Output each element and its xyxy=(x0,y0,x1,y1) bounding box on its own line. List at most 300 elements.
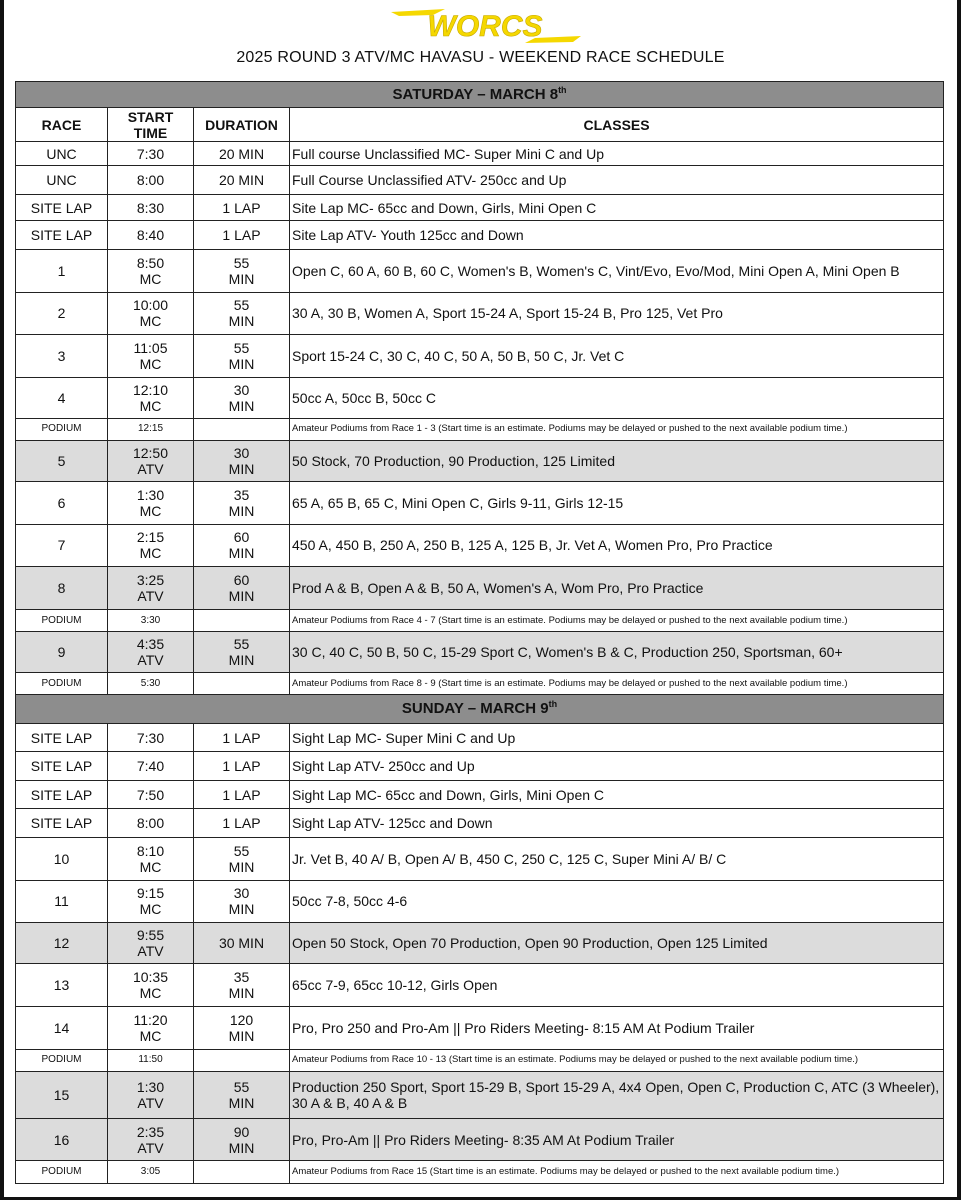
podium-row xyxy=(16,418,944,440)
duration-cell xyxy=(194,418,290,440)
duration-unit: MIN xyxy=(228,313,255,330)
race-number: 4 xyxy=(57,389,66,406)
start-time-cell xyxy=(108,1049,194,1071)
race-number: SITE LAP xyxy=(30,227,93,244)
race-column-header: RACE xyxy=(16,108,108,142)
duration-cell xyxy=(194,923,290,964)
classes-text: Sight Lap ATV- 250cc and Up xyxy=(292,758,475,775)
classes-text: 65cc 7-9, 65cc 10-12, Girls Open xyxy=(292,976,498,993)
race-number: SITE LAP xyxy=(30,815,93,832)
duration-value: 55 xyxy=(233,842,250,859)
podium-row xyxy=(16,1161,944,1184)
duration-cell xyxy=(194,673,290,695)
classes-cell xyxy=(290,142,944,166)
race-row xyxy=(16,221,944,249)
classes-cell xyxy=(290,923,944,964)
vehicle-type: ATV xyxy=(137,588,164,605)
classes-text: 50cc A, 50cc B, 50cc C xyxy=(292,389,436,406)
race-cell xyxy=(16,880,108,923)
start-time: 12:15 xyxy=(137,423,164,435)
duration-unit: MIN xyxy=(228,1139,255,1156)
duration-value: 30 xyxy=(233,444,250,461)
race-cell xyxy=(16,1118,108,1161)
classes-cell xyxy=(290,194,944,220)
race-row xyxy=(16,1006,944,1049)
race-cell xyxy=(16,249,108,292)
classes-text: Site Lap ATV- Youth 125cc and Down xyxy=(292,227,524,244)
vehicle-type: MC xyxy=(139,397,162,414)
duration-unit: MIN xyxy=(228,1094,255,1111)
start-time-cell xyxy=(108,752,194,780)
race-cell xyxy=(16,964,108,1007)
race-row xyxy=(16,249,944,292)
vehicle-type: ATV xyxy=(137,652,164,669)
start-time-cell xyxy=(108,441,194,482)
start-time: 7:30 xyxy=(136,145,165,162)
duration-cell xyxy=(194,524,290,567)
classes-text: Full course Unclassified MC- Super Mini C and Up xyxy=(292,145,604,162)
duration-value: 30 MIN xyxy=(218,935,265,952)
duration-cell xyxy=(194,780,290,808)
classes-cell xyxy=(290,335,944,378)
duration-value: 60 xyxy=(233,572,250,589)
race-number: 10 xyxy=(53,850,70,867)
start-time-cell xyxy=(108,610,194,632)
start-time: 8:50 xyxy=(136,254,165,271)
start-time: 8:40 xyxy=(136,227,165,244)
duration-value: 1 LAP xyxy=(222,786,261,803)
race-cell xyxy=(16,418,108,440)
race-cell xyxy=(16,673,108,695)
start-time-cell xyxy=(108,221,194,249)
start-time-cell xyxy=(108,723,194,751)
race-number: 11 xyxy=(54,893,69,910)
race-number: UNC xyxy=(46,172,77,189)
race-number: PODIUM xyxy=(41,677,82,689)
start-time-cell xyxy=(108,964,194,1007)
podium-row xyxy=(16,1049,944,1071)
race-number: 8 xyxy=(57,580,66,597)
classes-cell xyxy=(290,567,944,610)
race-cell xyxy=(16,723,108,751)
start-time-cell xyxy=(108,292,194,335)
duration-value: 1 LAP xyxy=(222,758,261,775)
duration-cell xyxy=(194,1006,290,1049)
classes-cell xyxy=(290,1071,944,1118)
classes-text: Production 250 Sport, Sport 15-29 B, Sport 15-29 A, 4x4 Open, Open C, Production C, ATC (3 Wheeler), 30 A & B, 40 A & B xyxy=(292,1078,940,1111)
duration-unit: MIN xyxy=(228,1027,255,1044)
start-time: 3:25 xyxy=(136,572,165,589)
start-time: 1:30 xyxy=(136,1078,165,1095)
classes-text: Amateur Podiums from Race 15 (Start time is an estimate. Podiums may be delayed or pushed to the next available podium time.) xyxy=(292,1166,840,1178)
start-time: 2:35 xyxy=(136,1123,165,1140)
classes-cell xyxy=(290,880,944,923)
classes-text: Prod A & B, Open A & B, 50 A, Women's A, Wom Pro, Pro Practice xyxy=(292,580,704,597)
start-time-cell xyxy=(108,142,194,166)
race-number: 7 xyxy=(57,537,66,554)
start-time-cell xyxy=(108,1006,194,1049)
duration-cell xyxy=(194,221,290,249)
race-row xyxy=(16,166,944,194)
vehicle-type: ATV xyxy=(137,1139,164,1156)
start-time: 3:05 xyxy=(140,1166,161,1178)
duration-value: 55 xyxy=(233,297,250,314)
duration-cell xyxy=(194,194,290,220)
duration-unit: MIN xyxy=(228,545,255,562)
vehicle-type: ATV xyxy=(137,1094,164,1111)
start-time: 5:30 xyxy=(140,677,161,689)
start-time-cell xyxy=(108,673,194,695)
start-time: 12:10 xyxy=(132,381,169,398)
race-number: PODIUM xyxy=(41,1166,82,1178)
race-number: 6 xyxy=(57,494,66,511)
duration-value: 120 xyxy=(229,1011,254,1028)
start-time-cell xyxy=(108,567,194,610)
duration-unit: MIN xyxy=(228,460,255,477)
race-cell xyxy=(16,292,108,335)
duration-cell xyxy=(194,752,290,780)
race-number: UNC xyxy=(46,145,77,162)
race-number: 12 xyxy=(53,935,70,952)
duration-cell xyxy=(194,249,290,292)
start-time: 7:50 xyxy=(136,786,165,803)
classes-text: Amateur Podiums from Race 10 - 13 (Start time is an estimate. Podiums may be delayed or pushed to the next available podium time.) xyxy=(292,1054,859,1066)
classes-cell xyxy=(290,964,944,1007)
start-time: 8:00 xyxy=(136,172,165,189)
duration-value: 1 LAP xyxy=(222,199,261,216)
classes-text: Pro, Pro-Am || Pro Riders Meeting- 8:35 AM At Podium Trailer xyxy=(292,1131,675,1148)
duration-cell xyxy=(194,837,290,880)
race-cell xyxy=(16,923,108,964)
duration-unit: MIN xyxy=(228,984,255,1001)
classes-cell xyxy=(290,481,944,524)
start-time-cell xyxy=(108,249,194,292)
duration-unit: MIN xyxy=(228,502,255,519)
classes-cell xyxy=(290,723,944,751)
duration-value: 60 xyxy=(233,529,250,546)
start-time-cell xyxy=(108,632,194,673)
duration-value: 35 xyxy=(233,968,250,985)
classes-text: Sight Lap MC- 65cc and Down, Girls, Mini Open C xyxy=(292,786,605,803)
page-border-left xyxy=(0,0,4,1200)
race-row xyxy=(16,194,944,220)
race-number: SITE LAP xyxy=(30,786,93,803)
duration-unit: MIN xyxy=(228,588,255,605)
race-cell xyxy=(16,166,108,194)
race-row xyxy=(16,809,944,837)
race-cell xyxy=(16,780,108,808)
start-time-cell xyxy=(108,166,194,194)
race-row xyxy=(16,1071,944,1118)
start-time: 9:15 xyxy=(136,885,165,902)
classes-cell xyxy=(290,221,944,249)
duration-cell xyxy=(194,166,290,194)
start-time: 7:40 xyxy=(136,758,165,775)
race-number: 3 xyxy=(57,348,66,365)
duration-cell xyxy=(194,142,290,166)
classes-text: 30 C, 40 C, 50 B, 50 C, 15-29 Sport C, Women's B & C, Production 250, Sportsman, 60+ xyxy=(292,644,843,661)
race-number: 15 xyxy=(53,1086,70,1103)
classes-cell xyxy=(290,1118,944,1161)
race-number: 5 xyxy=(57,452,66,469)
classes-text: Amateur Podiums from Race 4 - 7 (Start time is an estimate. Podiums may be delayed or pushed to the next available podium time.) xyxy=(292,614,848,626)
race-number: 13 xyxy=(53,976,70,993)
duration-cell xyxy=(194,1161,290,1184)
race-number: 16 xyxy=(53,1131,70,1148)
race-number: 1 xyxy=(57,262,66,279)
vehicle-type: MC xyxy=(139,901,162,918)
duration-cell xyxy=(194,880,290,923)
start-time: 4:35 xyxy=(136,636,165,653)
classes-column-header: CLASSES xyxy=(290,108,944,142)
duration-value: 20 MIN xyxy=(218,172,265,189)
vehicle-type: MC xyxy=(139,356,162,373)
race-cell xyxy=(16,809,108,837)
race-cell xyxy=(16,837,108,880)
start-time: 10:35 xyxy=(132,968,169,985)
race-number: 2 xyxy=(57,305,66,322)
classes-text: Open C, 60 A, 60 B, 60 C, Women's B, Women's C, Vint/Evo, Evo/Mod, Mini Open A, Mini Open B xyxy=(292,262,900,279)
start-time: 11:20 xyxy=(133,1011,168,1028)
schedule-body xyxy=(16,82,944,1184)
classes-text: Sight Lap ATV- 125cc and Down xyxy=(292,815,493,832)
duration-cell xyxy=(194,1071,290,1118)
day-label-text: SATURDAY – MARCH 8 xyxy=(392,85,559,103)
race-row xyxy=(16,441,944,482)
race-row xyxy=(16,964,944,1007)
start-time-cell xyxy=(108,335,194,378)
classes-cell xyxy=(290,292,944,335)
vehicle-type: ATV xyxy=(137,943,164,960)
schedule-title: 2025 ROUND 3 ATV/MC HAVASU - WEEKEND RACE SCHEDULE xyxy=(236,49,725,66)
duration-value: 20 MIN xyxy=(218,145,265,162)
duration-value: 1 LAP xyxy=(222,815,261,832)
start-time: 8:10 xyxy=(136,842,165,859)
race-cell xyxy=(16,1161,108,1184)
day-header-row xyxy=(16,82,944,108)
vehicle-type: MC xyxy=(139,502,162,519)
start-time-column-header: START TIME xyxy=(108,108,194,142)
race-cell xyxy=(16,1071,108,1118)
race-number: SITE LAP xyxy=(30,199,93,216)
duration-cell xyxy=(194,610,290,632)
duration-cell xyxy=(194,481,290,524)
race-cell xyxy=(16,752,108,780)
classes-cell xyxy=(290,837,944,880)
day-label-suffix: th xyxy=(558,84,567,95)
duration-value: 55 xyxy=(233,340,250,357)
vehicle-type: MC xyxy=(139,545,162,562)
start-time-cell xyxy=(108,194,194,220)
start-time-cell xyxy=(108,1118,194,1161)
vehicle-type: ATV xyxy=(137,460,164,477)
race-row xyxy=(16,142,944,166)
race-number: 14 xyxy=(53,1019,70,1036)
race-cell xyxy=(16,610,108,632)
start-time: 11:50 xyxy=(138,1054,163,1066)
classes-text: Pro, Pro 250 and Pro-Am || Pro Riders Meeting- 8:15 AM At Podium Trailer xyxy=(292,1019,755,1036)
duration-unit: MIN xyxy=(228,270,255,287)
race-row xyxy=(16,1118,944,1161)
race-number: PODIUM xyxy=(41,1054,82,1066)
race-cell xyxy=(16,1006,108,1049)
start-time-cell xyxy=(108,780,194,808)
classes-cell xyxy=(290,752,944,780)
start-time-cell xyxy=(108,481,194,524)
page-border-right xyxy=(957,0,961,1200)
start-time: 12:50 xyxy=(132,444,169,461)
classes-cell xyxy=(290,1049,944,1071)
podium-row xyxy=(16,673,944,695)
duration-cell xyxy=(194,335,290,378)
classes-cell xyxy=(290,166,944,194)
classes-cell xyxy=(290,1006,944,1049)
classes-cell xyxy=(290,1161,944,1184)
race-row xyxy=(16,780,944,808)
classes-text: Amateur Podiums from Race 1 - 3 (Start time is an estimate. Podiums may be delayed or pushed to the next available podium time.) xyxy=(292,423,848,435)
duration-value: 55 xyxy=(233,1078,250,1095)
start-time: 9:55 xyxy=(136,927,165,944)
day-label-suffix: th xyxy=(548,699,558,710)
classes-cell xyxy=(290,809,944,837)
duration-unit: MIN xyxy=(228,901,255,918)
classes-text: 50 Stock, 70 Production, 90 Production, 125 Limited xyxy=(292,452,615,469)
start-time: 10:00 xyxy=(132,297,169,314)
duration-value: 1 LAP xyxy=(222,227,261,244)
start-time: 7:30 xyxy=(136,729,165,746)
classes-text: 65 A, 65 B, 65 C, Mini Open C, Girls 9-11, Girls 12-15 xyxy=(292,494,624,511)
start-time-cell xyxy=(108,418,194,440)
classes-text: 50cc 7-8, 50cc 4-6 xyxy=(292,893,408,910)
classes-cell xyxy=(290,524,944,567)
start-time: 3:30 xyxy=(140,614,161,626)
race-row xyxy=(16,335,944,378)
vehicle-type: MC xyxy=(139,858,162,875)
classes-cell xyxy=(290,418,944,440)
race-number: 9 xyxy=(57,644,66,661)
race-number: PODIUM xyxy=(41,423,82,435)
worcs-logo xyxy=(385,6,585,46)
race-cell xyxy=(16,524,108,567)
classes-cell xyxy=(290,673,944,695)
classes-text: Amateur Podiums from Race 8 - 9 (Start time is an estimate. Podiums may be delayed or pushed to the next available podium time.) xyxy=(292,677,848,689)
duration-unit: MIN xyxy=(228,397,255,414)
duration-cell xyxy=(194,964,290,1007)
race-row xyxy=(16,837,944,880)
duration-cell xyxy=(194,1049,290,1071)
start-time-cell xyxy=(108,837,194,880)
race-row xyxy=(16,524,944,567)
classes-text: Sport 15-24 C, 30 C, 40 C, 50 A, 50 B, 50 C, Jr. Vet C xyxy=(292,348,625,365)
svg-text:WORCS: WORCS xyxy=(427,10,543,43)
duration-value: 55 xyxy=(233,254,250,271)
race-cell xyxy=(16,335,108,378)
vehicle-type: MC xyxy=(139,270,162,287)
start-time: 8:00 xyxy=(136,815,165,832)
podium-row xyxy=(16,610,944,632)
classes-cell xyxy=(290,780,944,808)
duration-cell xyxy=(194,441,290,482)
start-time-cell xyxy=(108,923,194,964)
duration-cell xyxy=(194,809,290,837)
duration-value: 55 xyxy=(233,636,250,653)
vehicle-type: MC xyxy=(139,984,162,1001)
classes-text: Site Lap MC- 65cc and Down, Girls, Mini Open C xyxy=(292,199,597,216)
vehicle-type: MC xyxy=(139,313,162,330)
vehicle-type: MC xyxy=(139,1027,162,1044)
race-cell xyxy=(16,441,108,482)
race-row xyxy=(16,567,944,610)
race-number: SITE LAP xyxy=(30,758,93,775)
start-time: 8:30 xyxy=(136,199,165,216)
start-time-cell xyxy=(108,524,194,567)
race-row xyxy=(16,880,944,923)
race-cell xyxy=(16,1049,108,1071)
start-time-cell xyxy=(108,1071,194,1118)
race-row xyxy=(16,481,944,524)
classes-cell xyxy=(290,378,944,419)
classes-text: Jr. Vet B, 40 A/ B, Open A/ B, 450 C, 250 C, 125 C, Super Mini A/ B/ C xyxy=(292,850,727,867)
classes-text: 450 A, 450 B, 250 A, 250 B, 125 A, 125 B, Jr. Vet A, Women Pro, Pro Practice xyxy=(292,537,773,554)
duration-unit: MIN xyxy=(228,858,255,875)
classes-cell xyxy=(290,632,944,673)
classes-text: Sight Lap MC- Super Mini C and Up xyxy=(292,729,516,746)
duration-column-header: DURATION xyxy=(194,108,290,142)
column-header-row xyxy=(16,108,944,142)
duration-cell xyxy=(194,567,290,610)
race-row xyxy=(16,632,944,673)
classes-text: 30 A, 30 B, Women A, Sport 15-24 A, Sport 15-24 B, Pro 125, Vet Pro xyxy=(292,305,723,322)
classes-text: Full Course Unclassified ATV- 250cc and Up xyxy=(292,172,567,189)
duration-unit: MIN xyxy=(228,652,255,669)
duration-cell xyxy=(194,723,290,751)
duration-value: 30 xyxy=(233,381,250,398)
classes-cell xyxy=(290,249,944,292)
duration-unit: MIN xyxy=(228,356,255,373)
start-time-cell xyxy=(108,880,194,923)
start-time: 1:30 xyxy=(136,486,165,503)
race-cell xyxy=(16,481,108,524)
classes-text: Open 50 Stock, Open 70 Production, Open 90 Production, Open 125 Limited xyxy=(292,935,768,952)
race-row xyxy=(16,923,944,964)
race-cell xyxy=(16,378,108,419)
day-label xyxy=(16,695,944,723)
duration-cell xyxy=(194,378,290,419)
start-time-cell xyxy=(108,809,194,837)
duration-cell xyxy=(194,632,290,673)
duration-cell xyxy=(194,292,290,335)
race-row xyxy=(16,292,944,335)
day-label xyxy=(16,82,944,108)
race-row xyxy=(16,378,944,419)
start-time-cell xyxy=(108,1161,194,1184)
race-row xyxy=(16,723,944,751)
day-header-row xyxy=(16,695,944,723)
duration-value: 1 LAP xyxy=(222,729,261,746)
race-cell xyxy=(16,632,108,673)
race-cell xyxy=(16,567,108,610)
start-time-cell xyxy=(108,378,194,419)
classes-cell xyxy=(290,610,944,632)
duration-cell xyxy=(194,1118,290,1161)
duration-value: 90 xyxy=(233,1123,250,1140)
duration-value: 30 xyxy=(233,885,250,902)
start-time: 11:05 xyxy=(133,340,168,357)
race-row xyxy=(16,752,944,780)
day-label-text: SUNDAY – MARCH 9 xyxy=(401,700,549,718)
race-number: SITE LAP xyxy=(30,729,93,746)
duration-value: 35 xyxy=(233,486,250,503)
